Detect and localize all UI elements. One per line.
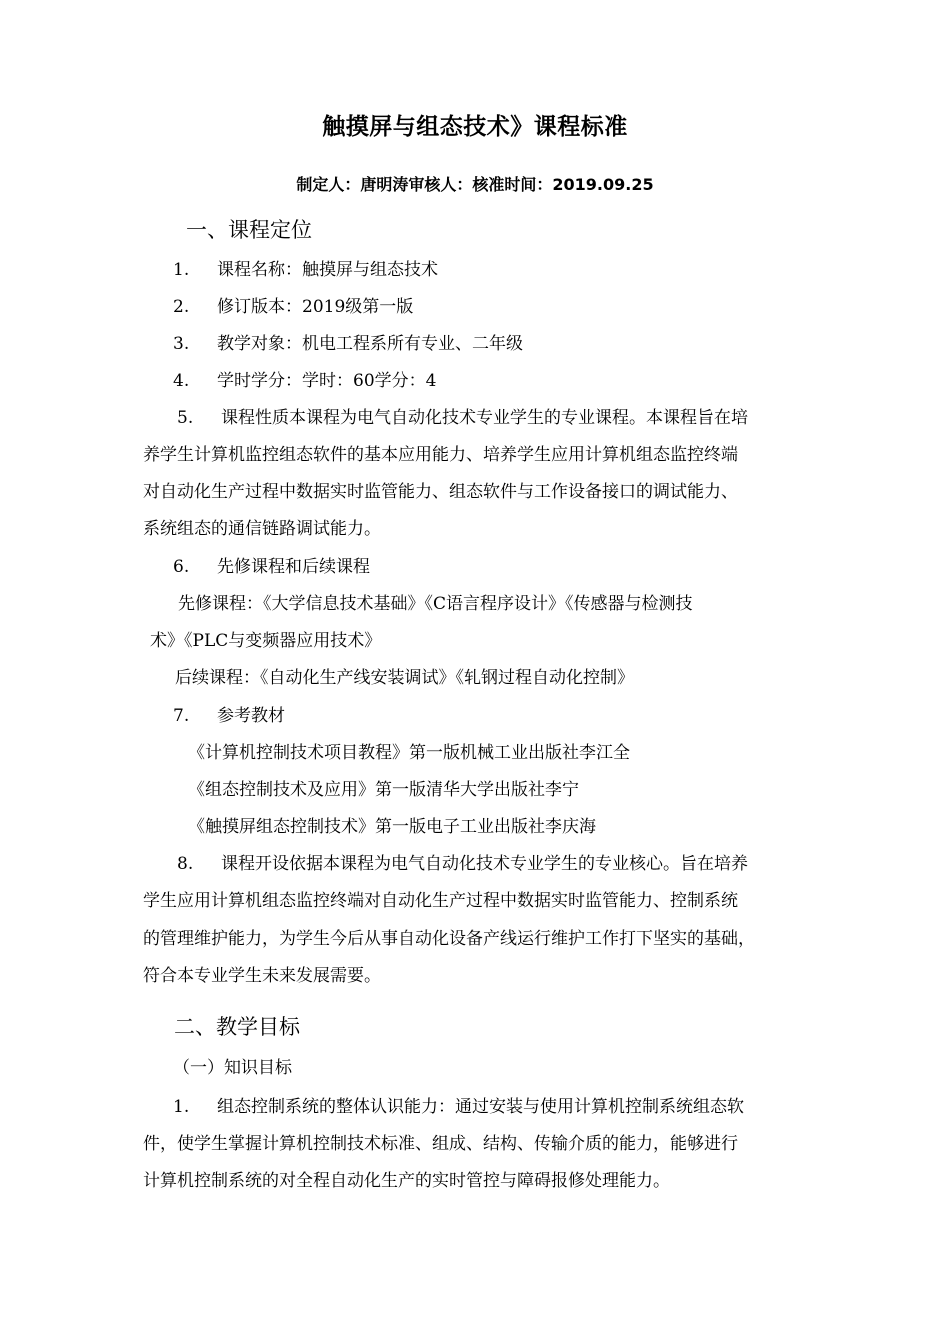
list-item	[173, 296, 413, 318]
paragraph-line: 课程性质本课程为电气自动化技术专业学生的专业课程。本课程旨在培	[221, 408, 748, 428]
list-item	[173, 556, 370, 578]
document-meta: 制定人：唐明涛审核人：核准时间：2019.09.25	[296, 175, 654, 194]
item-text: 参考教材	[217, 706, 285, 726]
list-item	[173, 1096, 744, 1118]
item-text: 修订版本：2019级第一版	[217, 297, 414, 317]
paragraph-line: 件，使学生掌握计算机控制技术标准、组成、结构、传输介质的能力，能够进行	[143, 1134, 738, 1154]
section-heading-objectives: 二、教学目标	[174, 1015, 300, 1039]
list-item	[173, 259, 438, 281]
reference-book: 《组态控制技术及应用》第一版清华大学出版社李宁	[188, 780, 579, 800]
prerequisite-courses: 先修课程：《大学信息技术基础》《C语言程序设计》《传感器与检测技	[178, 594, 693, 614]
section-heading-positioning: 一、课程定位	[186, 218, 312, 242]
paragraph-line: 养学生计算机监控组态软件的基本应用能力、培养学生应用计算机组态监控终端	[143, 445, 738, 465]
paragraph-line: 符合本专业学生未来发展需要。	[143, 966, 381, 986]
item-text: 先修课程和后续课程	[217, 557, 370, 577]
subsection-heading: （一）知识目标	[173, 1058, 292, 1078]
item-number: 1.	[173, 260, 190, 280]
paragraph-line: 对自动化生产过程中数据实时监管能力、组态软件与工作设备接口的调试能力、	[143, 482, 738, 502]
item-number: 7.	[173, 706, 190, 726]
item-number: 6.	[173, 557, 190, 577]
item-number: 5.	[177, 408, 194, 428]
list-item	[173, 370, 436, 392]
document-title: 触摸屏与组态技术》课程标准	[322, 114, 628, 140]
item-number: 2.	[173, 297, 190, 317]
item-number: 1.	[173, 1097, 190, 1117]
item-number: 3.	[173, 334, 190, 354]
paragraph-line: 学生应用计算机组态监控终端对自动化生产过程中数据实时监管能力、控制系统	[143, 891, 738, 911]
item-text: 教学对象：机电工程系所有专业、二年级	[217, 334, 523, 354]
list-item	[173, 333, 523, 355]
item-number: 8.	[177, 854, 194, 874]
follow-up-courses: 后续课程：《自动化生产线安装调试》《轧钢过程自动化控制》	[175, 668, 634, 688]
paragraph-line: 的管理维护能力，为学生今后从事自动化设备产线运行维护工作打下坚实的基础，	[143, 929, 755, 949]
list-item	[177, 407, 748, 429]
list-item	[173, 705, 285, 727]
reference-book: 《触摸屏组态控制技术》第一版电子工业出版社李庆海	[188, 817, 596, 837]
item-number: 4.	[173, 371, 190, 391]
reference-book: 《计算机控制技术项目教程》第一版机械工业出版社李江全	[188, 743, 630, 763]
item-text: 学时学分：学时：60学分：4	[217, 371, 437, 391]
paragraph-line: 课程开设依据本课程为电气自动化技术专业学生的专业核心。旨在培养	[221, 854, 748, 874]
paragraph-line: 系统组态的通信链路调试能力。	[143, 519, 381, 539]
paragraph-line: 组态控制系统的整体认识能力：通过安装与使用计算机控制系统组态软	[217, 1097, 744, 1117]
list-item	[177, 853, 748, 875]
item-text: 课程名称：触摸屏与组态技术	[217, 260, 438, 280]
paragraph-line: 计算机控制系统的对全程自动化生产的实时管控与障碍报修处理能力。	[143, 1171, 670, 1191]
prerequisite-courses-continued: 术》《PLC与变频器应用技术》	[150, 631, 382, 651]
